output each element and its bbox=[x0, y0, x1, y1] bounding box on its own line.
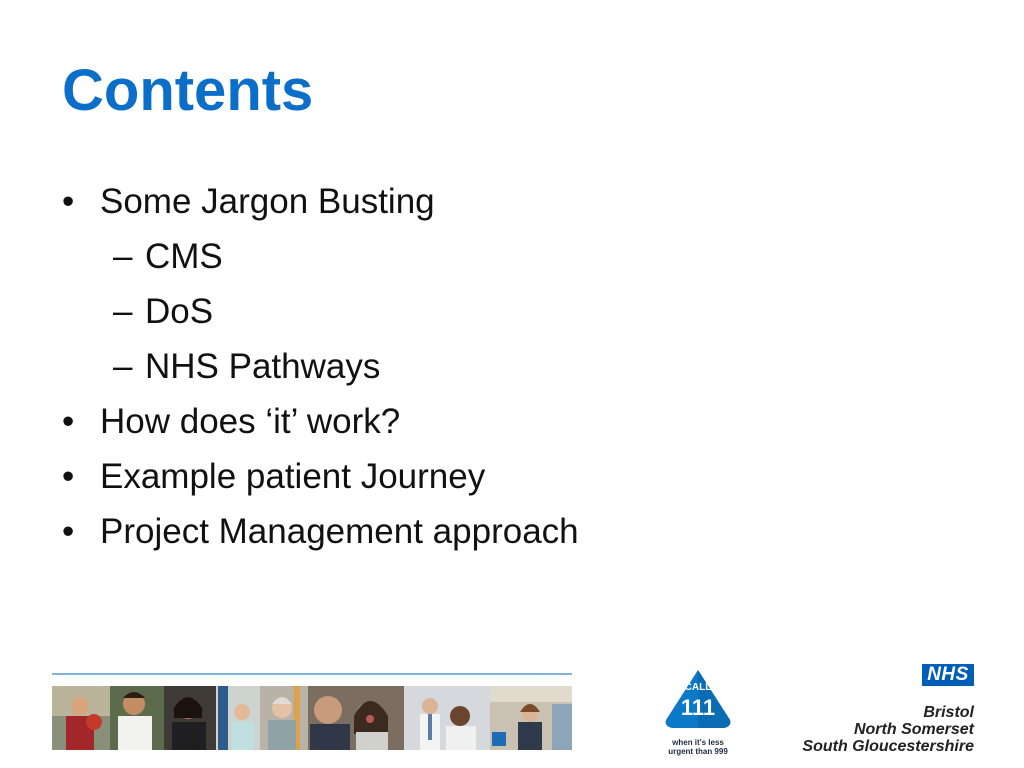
dash-marker: – bbox=[113, 347, 133, 386]
nhs-organisation-name bbox=[802, 704, 974, 755]
bullet-text: How does ‘it’ work? bbox=[100, 402, 401, 441]
dash-marker: – bbox=[113, 237, 133, 276]
bullet-marker: • bbox=[62, 512, 75, 551]
tagline-line-2: urgent than 999 bbox=[668, 747, 728, 756]
sub-bullet-text: DoS bbox=[145, 292, 214, 331]
receptionist-photo bbox=[490, 686, 572, 750]
org-line-3: South Gloucestershire bbox=[802, 738, 974, 755]
nhs-logo: NHS bbox=[922, 664, 974, 686]
nurse-photo bbox=[216, 686, 260, 750]
woman-photo bbox=[164, 686, 216, 750]
bullet-marker: • bbox=[62, 457, 75, 496]
bullet-marker: • bbox=[62, 182, 75, 221]
dash-marker: – bbox=[113, 292, 133, 331]
elderly-woman-photo bbox=[260, 686, 308, 750]
bullet-text: Example patient Journey bbox=[100, 457, 486, 496]
call-label: CALL bbox=[684, 682, 712, 693]
sub-bullet-text: NHS Pathways bbox=[145, 347, 381, 386]
org-line-1: Bristol bbox=[923, 704, 974, 721]
org-line-2: North Somerset bbox=[853, 721, 974, 738]
sub-bullet-text: CMS bbox=[145, 237, 223, 276]
doctor-patient-photo bbox=[308, 686, 404, 750]
doctors-photo bbox=[404, 686, 490, 750]
bullet-marker: • bbox=[62, 402, 75, 441]
slide-title: Contents bbox=[62, 58, 314, 123]
nhs-111-logo bbox=[664, 668, 732, 756]
boy-photo bbox=[52, 686, 110, 750]
call-111-tagline bbox=[660, 738, 736, 756]
child-photo bbox=[110, 686, 164, 750]
footer-divider bbox=[52, 673, 572, 675]
bullet-text: Some Jargon Busting bbox=[100, 182, 435, 221]
photo-strip bbox=[52, 686, 572, 750]
tagline-line-1: when it's less bbox=[672, 738, 724, 747]
call-number: 111 bbox=[680, 695, 716, 720]
bullet-text: Project Management approach bbox=[100, 512, 579, 551]
